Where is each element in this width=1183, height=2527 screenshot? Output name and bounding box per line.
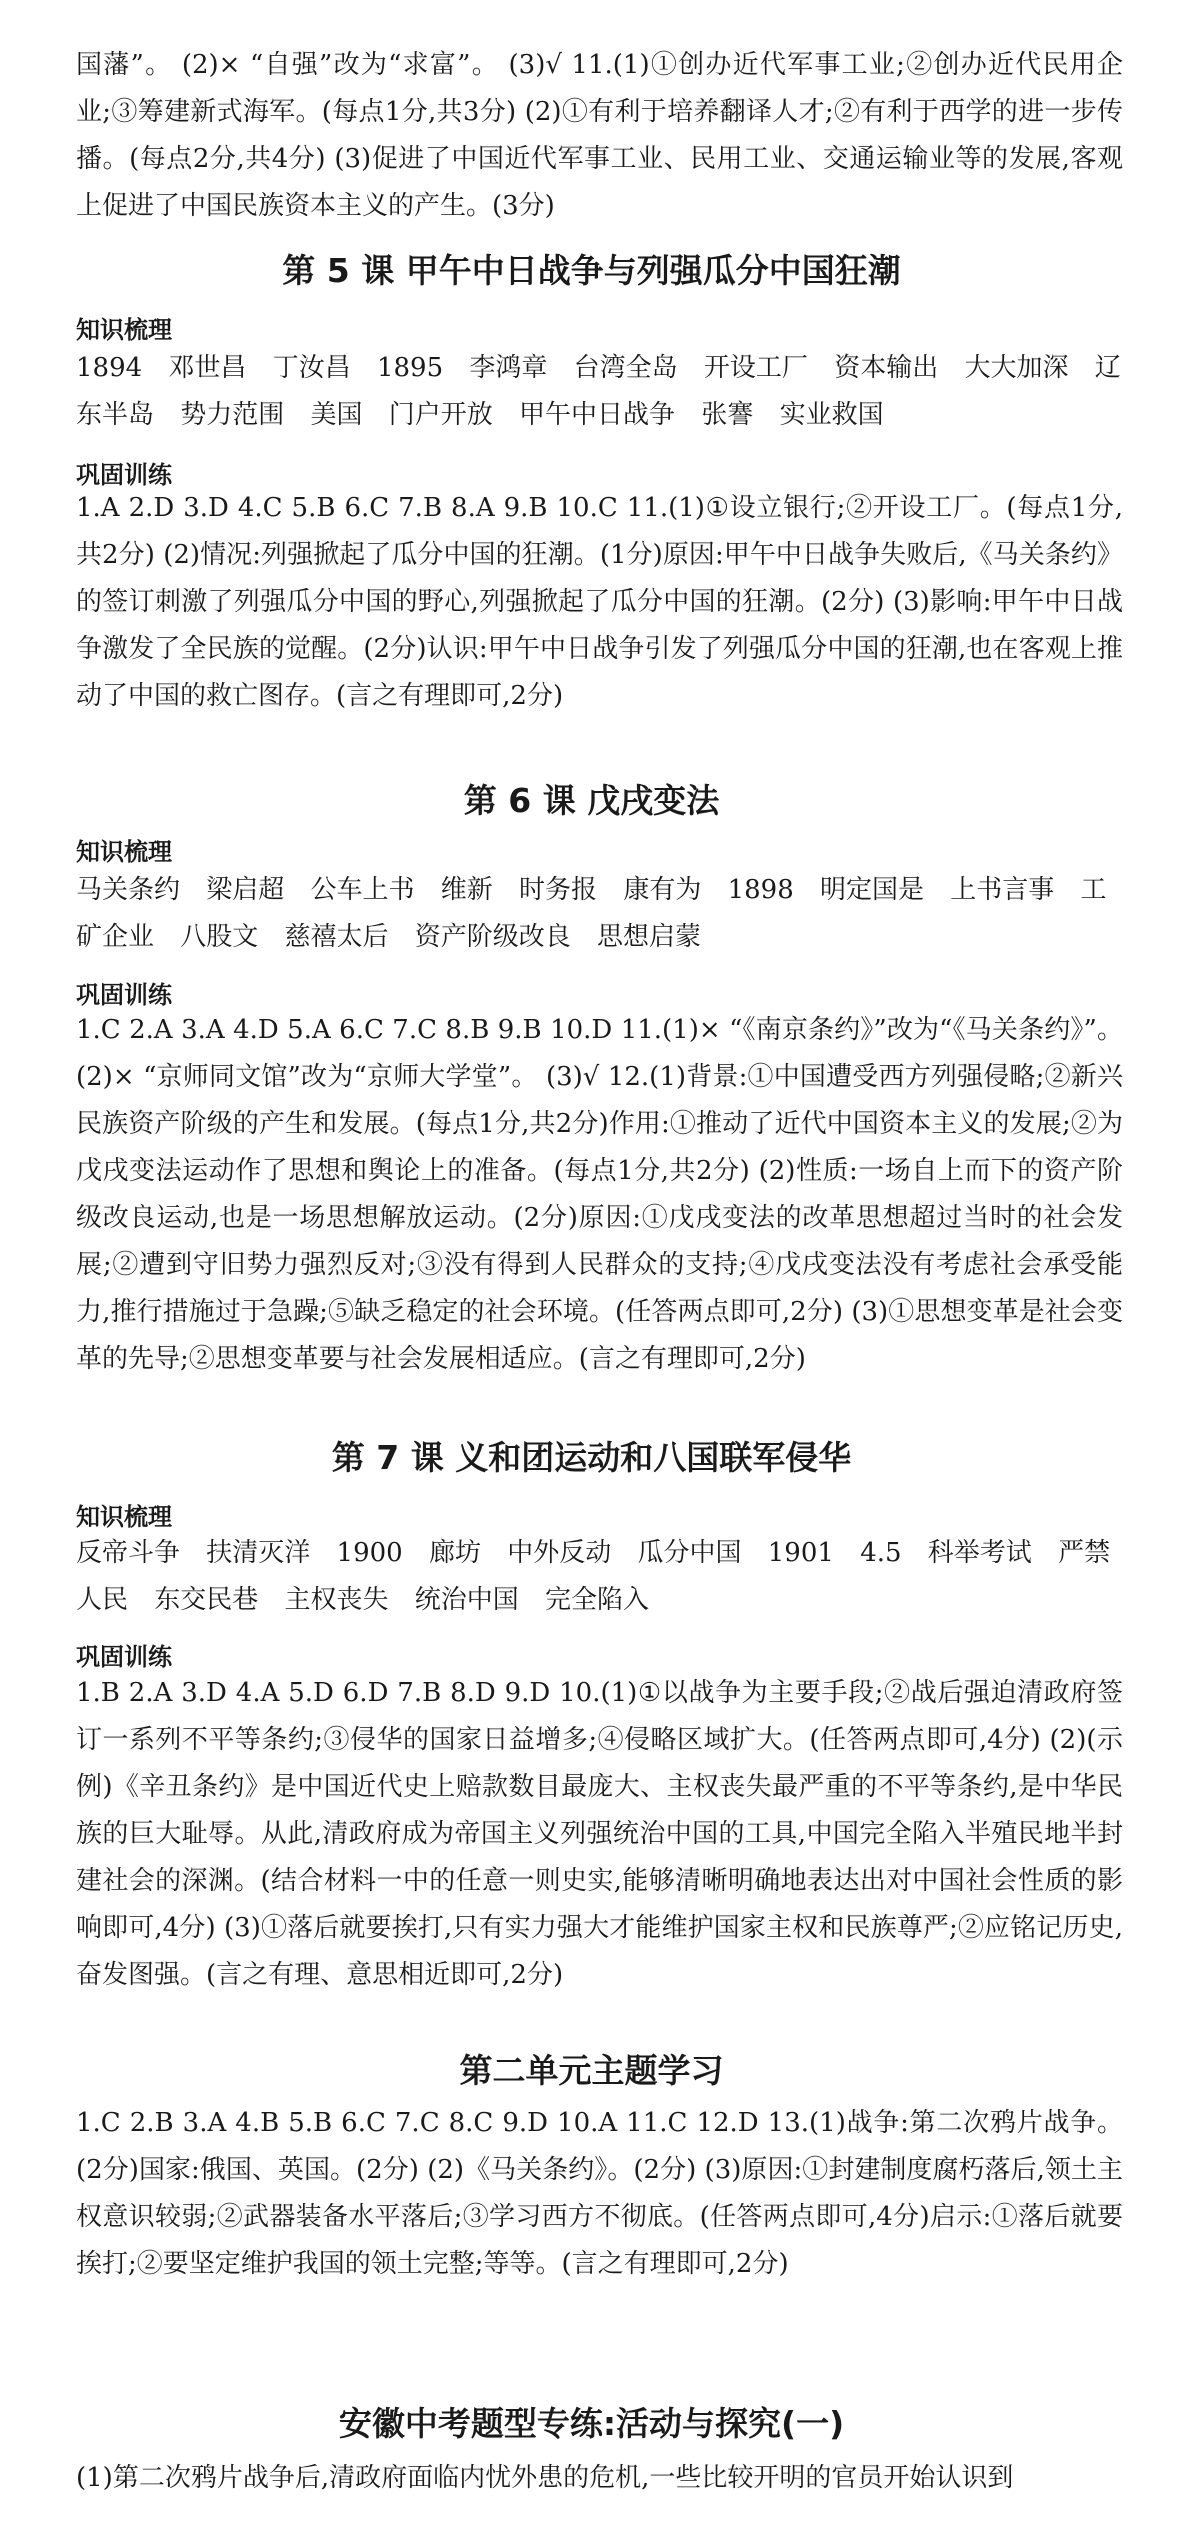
lesson6-practice: 1.C 2.A 3.A 4.D 5.A 6.C 7.C 8.B 9.B 10.D 11.(1)× “《南京条约》”改为“《马关条约》”。 (2)× “京师同文馆”改为“京师大学堂”。 (3)√ 12.(1)背景:①中国遭受西方列强侵略;②新兴民族资产阶级的产生和发展。(每点1分,共2分)作用:①推动了近代中国资本主义的发展;②为戊戌变法运动作了思想和舆论上的准备。(每点1分,共2分) (2)性质:一场自上而下的资产阶级改良运动,也是一场思想解放运动。(2分)原因:①戊戌变法的改革思想超过当时的社会发展;②遭到守旧势力强烈反对;③没有得到人民群众的支持;④戊戌变法没有考虑社会承受能力,推行措施过于急躁;⑤缺乏稳定的社会环境。(任答两点即可,2分) (3)①思想变革是社会变革的先导;②思想变革要与社会发展相适应。(言之有理即可,2分)	[76, 1015, 1123, 1374]
lesson5-practice-label: 巩固训练	[76, 461, 172, 489]
lesson7-practice-label: 巩固训练	[76, 1643, 172, 1671]
lesson6-knowledge: 马关条约 梁启超 公车上书 维新 时务报 康有为 1898 明定国是 上书言事 工矿企业 八股文 慈禧太后 资产阶级改良 思想启蒙	[76, 875, 1107, 952]
anhui-title: 安徽中考题型专练:活动与探究(一)	[338, 2404, 845, 2443]
lesson7-practice: 1.B 2.A 3.D 4.A 5.D 6.D 7.B 8.D 9.D 10.(1)①以战争为主要手段;②战后强迫清政府签订一系列不平等条约;③侵华的国家日益增多;④侵略区域扩大。(任答两点即可,4分) (2)(示例)《辛丑条约》是中国近代史上赔款数目最庞大、主权丧失最严重的不平等条约,是中华民族的巨大耻辱。从此,清政府成为帝国主义列强统治中国的工具,中国完全陷入半殖民地半封建社会的深渊。(结合材料一中的任意一则史实,能够清晰明确地表达出对中国社会性质的影响即可,4分) (3)①落后就要挨打,只有实力强大才能维护国家主权和民族尊严;②应铭记历史,奋发图强。(言之有理、意思相近即可,2分)	[76, 1678, 1123, 1990]
lesson5-practice: 1.A 2.D 3.D 4.C 5.B 6.C 7.B 8.A 9.B 10.C 11.(1)①设立银行;②开设工厂。(每点1分,共2分) (2)情况:列强掀起了瓜分中国的狂潮。(1分)原因:甲午中日战争失败后,《马关条约》的签订刺激了列强瓜分中国的野心,列强掀起了瓜分中国的狂潮。(2分) (3)影响:甲午中日战争激发了全民族的觉醒。(2分)认识:甲午中日战争引发了列强瓜分中国的狂潮,也在客观上推动了中国的救亡图存。(言之有理即可,2分)	[76, 493, 1123, 711]
anhui-text: (1)第二次鸦片战争后,清政府面临内忧外患的危机,一些比较开明的官员开始认识到	[76, 2463, 1014, 2493]
carryover-answers: 国藩”。 (2)× “自强”改为“求富”。 (3)√ 11.(1)①创办近代军事工业;②创办近代民用企业;③筹建新式海军。(每点1分,共3分) (2)①有利于培养翻译人才;②有利于西学的进一步传播。(每点2分,共4分) (3)促进了中国近代军事工业、民用工业、交通运输业等的发展,客观上促进了中国民族资本主义的产生。(3分)	[76, 50, 1123, 221]
lesson5-title: 第 5 课 甲午中日战争与列强瓜分中国狂潮	[282, 251, 901, 290]
lesson6-practice-label: 巩固训练	[76, 981, 172, 1009]
lesson5-knowledge: 1894 邓世昌 丁汝昌 1895 李鸿章 台湾全岛 开设工厂 资本输出 大大加深 辽东半岛 势力范围 美国 门户开放 甲午中日战争 张謇 实业救国	[76, 353, 1121, 430]
lesson6-title: 第 6 课 戊戌变法	[463, 781, 720, 820]
lesson7-title: 第 7 课 义和团运动和八国联军侵华	[331, 1438, 852, 1477]
lesson5-knowledge-label: 知识梳理	[76, 316, 172, 344]
lesson7-knowledge: 反帝斗争 扶清灭洋 1900 廊坊 中外反动 瓜分中国 1901 4.5 科举考试 严禁人民 东交民巷 主权丧失 统治中国 完全陷入	[76, 1538, 1111, 1615]
unit2-text: 1.C 2.B 3.A 4.B 5.B 6.C 7.C 8.C 9.D 10.A 11.C 12.D 13.(1)战争:第二次鸦片战争。(2分)国家:俄国、英国。(2分) (2)《马关条约》。(2分) (3)原因:①封建制度腐朽落后,领土主权意识较弱;②武器装备水平落后;③学习西方不彻底。(任答两点即可,4分)启示:①落后就要挨打;②要坚定维护我国的领土完整;等等。(言之有理即可,2分)	[76, 2108, 1123, 2279]
lesson7-knowledge-label: 知识梳理	[76, 1503, 172, 1531]
lesson6-knowledge-label: 知识梳理	[76, 838, 172, 866]
unit2-title: 第二单元主题学习	[459, 2051, 724, 2090]
